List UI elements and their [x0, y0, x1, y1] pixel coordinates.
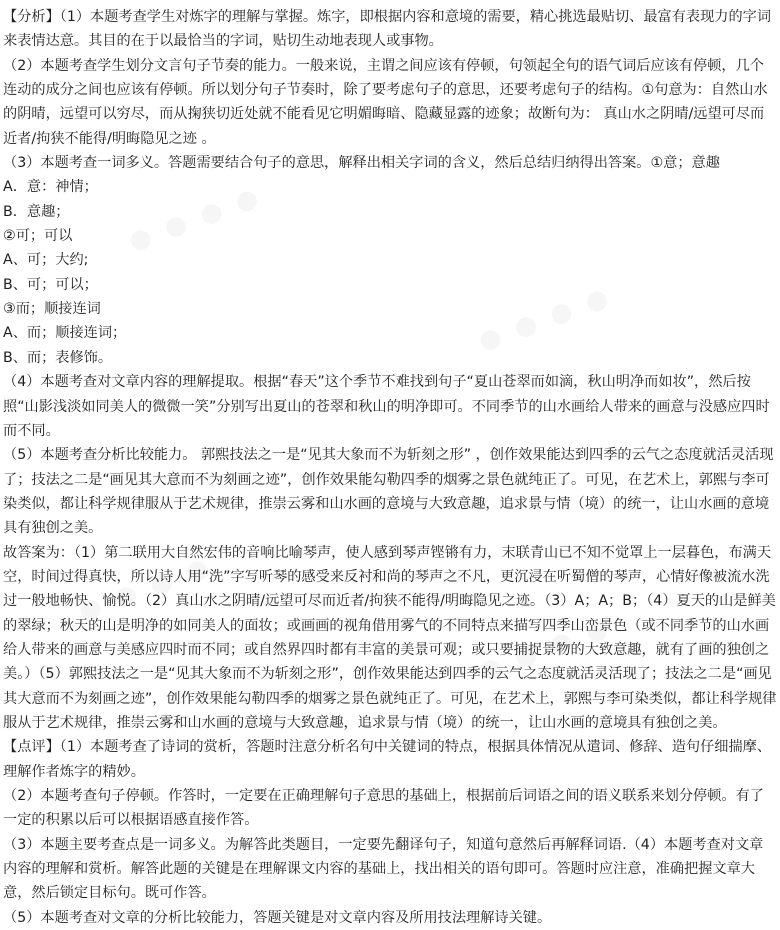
analysis-intro-paragraph: 【分析】（1）本题考查学生对炼字的理解与掌握。炼字，即根据内容和意境的需要，精心挑选最贴切、最富有表现力的字词来表情达意。其目的在于以最恰当的字词，贴切生动地表现人或事物。: [3, 9, 772, 50]
comment-q5-paragraph: （5）本题考查对文章的分析比较能力，答题关键是对文章内容及所用技法理解诗关键。: [3, 909, 552, 926]
analysis-q2-paragraph: （2）本题考查学生划分文言句子节奏的能力。一般来说，主谓之间应该有停顿，句领起全句的语气词后应该有停顿，几个连动的成分之间也应该有停顿。所以划分句子节奏时，除了要考虑句子的意思，还要考虑句子的结构。①句意为：自然山水的阴晴，远望可以穷尽，而从掬狭切近处就不能看见它明媚晦暗、隐藏显露的迹象；故断句为： 真山水之阴晴/远望可尽而近者/拘狭不能得/明晦隐见之迹 。: [3, 57, 768, 147]
q3-option-line: A、而；顺接连词；: [3, 325, 127, 342]
q3-option-line: B、可；可以；: [3, 276, 98, 293]
q3-word-heading: ②可；可以: [3, 228, 73, 245]
q3-option-line: B、而；表修饰。: [3, 349, 113, 366]
q3-word-heading: ③而；顺接连词: [3, 301, 101, 318]
comment-q3-q4-paragraph: （3）本题主要考查点是一词多义。为解答此类题目，一定要先翻译句子，知道句意然后再解释词语.（4）本题考查对文章内容的理解和赏析。解答此题的关键是在理解课文内容的基础上，找出相关的语句即可。答题时应注意，准确把握文章大意，然后锁定目标句。既可作答。: [3, 836, 764, 902]
comment-q1-paragraph: 【点评】（1）本题考查了诗词的赏析，答题时注意分析名句中关键词的特点，根据具体情况从遣词、修辞、造句仔细揣摩、理解作者炼字的精妙。: [3, 739, 772, 780]
q3-option-line: A．意：神情；: [3, 179, 98, 196]
analysis-q5-paragraph: （5）本题考查分析比较能力。 郭熙技法之一是“见其大象而不为斩刻之形” ，创作效果能达到四季的云气之态度就活灵活现了；技法之二是“画见其大意而不为刻画之迹”，创作效果能勾勒四季的烟雾之景色就纯正了。可见，在艺术上，郭熙与李可染类似，都让科学规律服从于艺术规律，推崇云雾和山水画的意境与大致意趣，追求景与情（境）的统一，让山水画的意境具有独创之美。: [3, 447, 774, 537]
analysis-q4-paragraph: （4）本题考查对文章内容的理解提取。根据“春天”这个季节不难找到句子“夏山苍翠而如滴，秋山明净而如妆”，然后按照“山影浅淡如同美人的微微一笑”分别写出夏山的苍翠和秋山的明净即可。不同季节的山水画给人带来的画意与没感应四时而不同。: [3, 374, 770, 439]
comment-q2-paragraph: （2）本题考查句子停顿。作答时，一定要在正确理解句子意思的基础上，根据前后词语之间的语义联系来划分停顿。有了一定的积累以后可以根据语感直接作答。: [3, 788, 764, 829]
q3-option-line: A、可；大约;: [3, 252, 89, 269]
answer-analysis-document: [3, 5, 777, 930]
answer-paragraph: 故答案为：（1）第二联用大自然宏伟的音响比喻琴声，使人感到琴声铿锵有力，末联青山已不知不觉罩上一层暮色，布满天空，时间过得真快，所以诗人用“洗”字写听琴的感受来反衬和尚的琴声之不凡，更沉浸在听蜀僧的琴声，心情好像被流水洗过一般地畅快、愉悦。（2）真山水之阴晴/远望可尽而近者/拘狭不能得/明晦隐见之迹。（3）A；A；B；（4）夏天的山是鲜美的翠绿；秋天的山是明净的如同美人的面妆；或画画的视角借用雾气的不同特点来描写四季山峦景色（或不同季节的山水画给人带来的画意与美感应四时而不同；或自然界四时都有丰富的美景可观；或只要捕捉景物的大致意趣，就有了画的独创之美。）（5）郭熙技法之一是“见其大象而不为斩刻之形”，创作效果能达到四季的云气之态度就活灵活现了；技法之二是“画见其大意而不为刻画之迹”，创作效果能勾勒四季的烟雾之景色就纯正了。可见，在艺术上，郭熙与李可染类似，都让科学规律服从于艺术规律，推崇云雾和山水画的意境与大致意趣，追求景与情（境）的统一，让山水画的意境具有独创之美。: [3, 544, 777, 731]
analysis-q3-paragraph: （3）本题考查一词多义。答题需要结合句子的意思，解释出相关字词的含义，然后总结归纳得出答案。①意；意趣: [3, 155, 720, 172]
q3-option-line: B．意趣；: [3, 203, 70, 220]
